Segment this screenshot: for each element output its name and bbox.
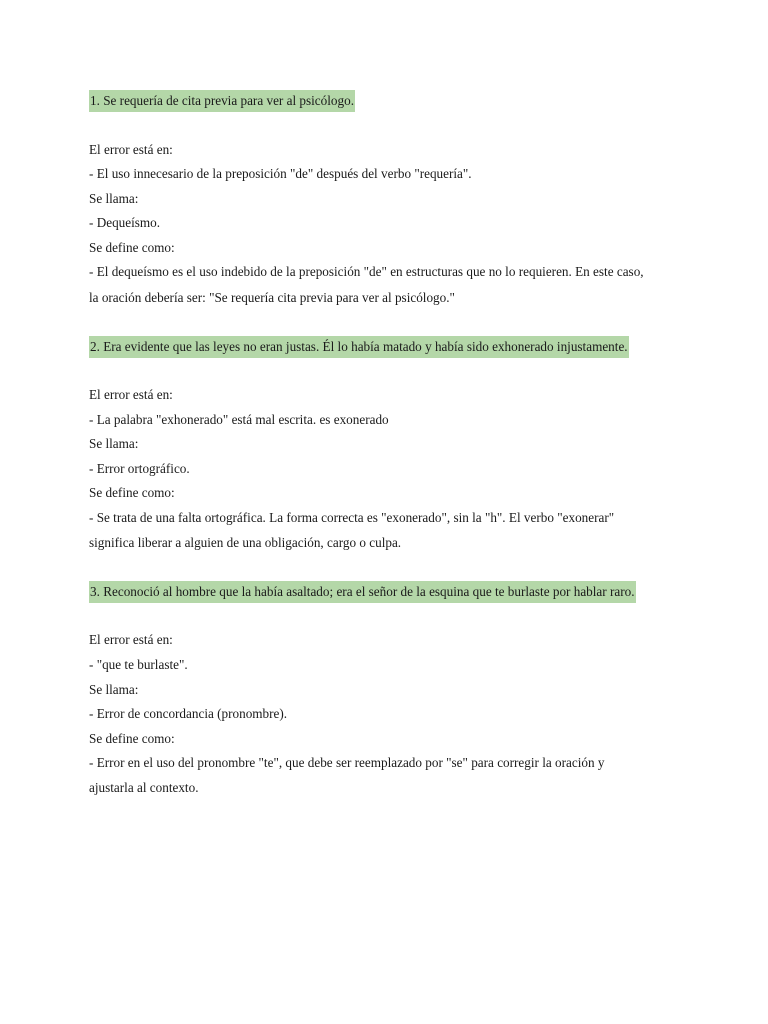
item-2-error-label: El error está en: xyxy=(89,387,173,402)
item-2-name-label: Se llama: xyxy=(89,436,139,451)
item-3-heading: 3. Reconoció al hombre que la había asaltado; era el señor de la esquina que te burlaste por hablar raro. xyxy=(89,581,636,603)
item-1-name-text: - Dequeísmo. xyxy=(89,215,161,230)
item-1-definition-line-2: la oración debería ser: "Se requería cita previa para ver al psicólogo." xyxy=(89,290,455,305)
item-3-definition-line-1: - Error en el uso del pronombre "te", que debe ser reemplazado por "se" para corregir la oración y xyxy=(89,755,605,770)
item-2-name-text: - Error ortográfico. xyxy=(89,461,190,476)
item-3-name-label: Se llama: xyxy=(89,682,139,697)
item-3-error-text: - "que te burlaste". xyxy=(89,657,188,672)
item-2-error-text: - La palabra "exhonerado" está mal escrita. es exonerado xyxy=(89,412,389,427)
item-2-definition-label: Se define como: xyxy=(89,485,175,500)
item-1-heading: 1. Se requería de cita previa para ver al psicólogo. xyxy=(89,90,355,112)
item-1-definition-label: Se define como: xyxy=(89,240,175,255)
item-3-definition-label: Se define como: xyxy=(89,731,175,746)
item-1-error-text: - El uso innecesario de la preposición "de" después del verbo "requería". xyxy=(89,166,472,181)
item-2-heading: 2. Era evidente que las leyes no eran justas. Él lo había matado y había sido exhonerado injustamente. xyxy=(89,336,629,358)
item-3-error-label: El error está en: xyxy=(89,632,173,647)
item-3-definition-line-2: ajustarla al contexto. xyxy=(89,780,199,795)
item-1-error-label: El error está en: xyxy=(89,142,173,157)
item-1-name-label: Se llama: xyxy=(89,191,139,206)
item-2-definition-line-2: significa liberar a alguien de una obligación, cargo o culpa. xyxy=(89,535,402,550)
item-2-definition-line-1: - Se trata de una falta ortográfica. La forma correcta es "exonerado", sin la "h". El verbo "exonerar" xyxy=(89,510,615,525)
item-1-definition-line-1: - El dequeísmo es el uso indebido de la preposición "de" en estructuras que no lo requieren. En este caso, xyxy=(89,264,644,279)
item-3-name-text: - Error de concordancia (pronombre). xyxy=(89,706,288,721)
